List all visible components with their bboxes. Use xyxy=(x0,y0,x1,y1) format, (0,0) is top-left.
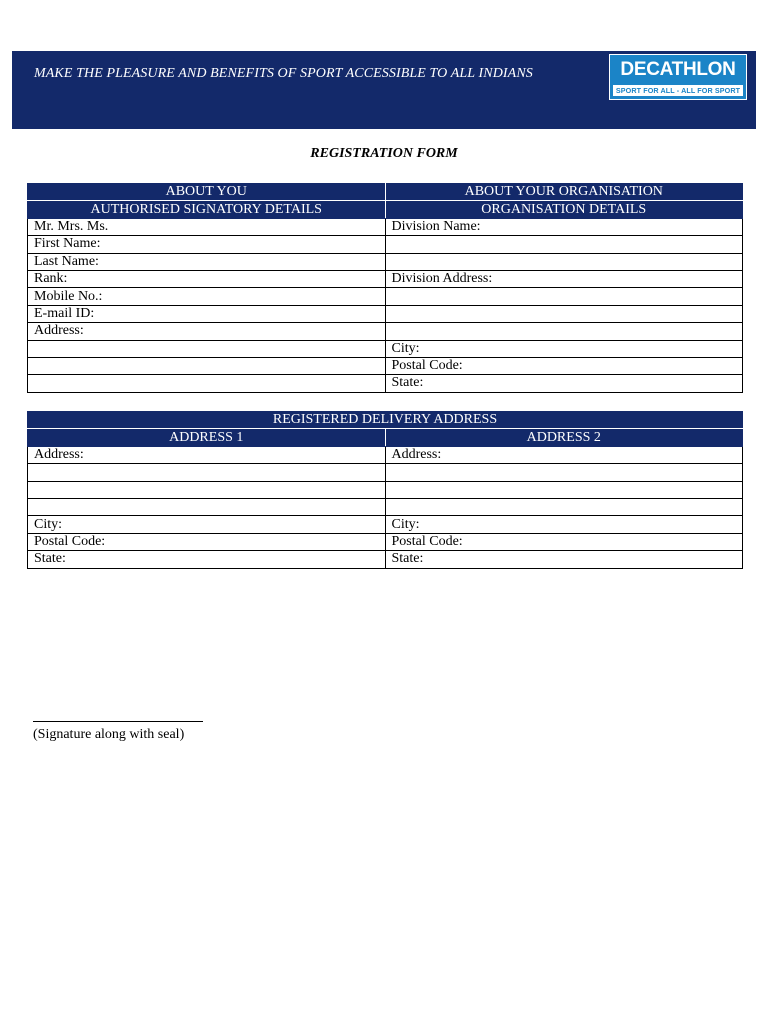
address-2-header: ADDRESS 2 xyxy=(385,429,743,446)
organisation-details-header: ORGANISATION DETAILS xyxy=(385,201,743,218)
signatory-field[interactable] xyxy=(28,375,386,392)
address-1-field[interactable]: City: xyxy=(28,516,386,533)
address-2-field[interactable] xyxy=(385,498,743,515)
table-row xyxy=(28,288,743,305)
address-2-field[interactable]: Postal Code: xyxy=(385,533,743,550)
address-1-header: ADDRESS 1 xyxy=(28,429,386,446)
address-1-field[interactable]: State: xyxy=(28,551,386,568)
address-2-field[interactable]: State: xyxy=(385,551,743,568)
table-row xyxy=(28,481,743,498)
address-1-field[interactable]: Address: xyxy=(28,446,386,463)
table-row xyxy=(28,253,743,270)
organisation-field[interactable]: Division Name: xyxy=(385,218,743,235)
signatory-field[interactable] xyxy=(28,340,386,357)
organisation-field[interactable] xyxy=(385,323,743,340)
table-row xyxy=(28,305,743,322)
about-organisation-header: ABOUT YOUR ORGANISATION xyxy=(385,184,743,201)
table-row xyxy=(28,323,743,340)
table-row xyxy=(28,218,743,235)
organisation-field[interactable] xyxy=(385,253,743,270)
table-row xyxy=(28,270,743,287)
organisation-field[interactable]: Postal Code: xyxy=(385,357,743,374)
logo-slogan: SPORT FOR ALL - ALL FOR SPORT xyxy=(613,85,743,96)
signatory-organisation-table xyxy=(27,183,743,393)
organisation-field[interactable]: Division Address: xyxy=(385,270,743,287)
delivery-address-table xyxy=(27,411,743,569)
table-row xyxy=(28,375,743,392)
logo-wordmark: DECATHLON xyxy=(620,59,736,80)
header-banner xyxy=(12,51,756,129)
signatory-details-header: AUTHORISED SIGNATORY DETAILS xyxy=(28,201,386,218)
table-row xyxy=(28,516,743,533)
signatory-field[interactable]: E-mail ID: xyxy=(28,305,386,322)
table-row xyxy=(28,551,743,568)
address-2-field[interactable]: City: xyxy=(385,516,743,533)
address-1-field[interactable] xyxy=(28,464,386,481)
organisation-field[interactable] xyxy=(385,305,743,322)
table-row xyxy=(28,464,743,481)
address-1-field[interactable]: Postal Code: xyxy=(28,533,386,550)
decathlon-logo xyxy=(609,54,747,100)
signatory-field[interactable]: Last Name: xyxy=(28,253,386,270)
about-you-header: ABOUT YOU xyxy=(28,184,386,201)
address-2-field[interactable] xyxy=(385,481,743,498)
table-row xyxy=(28,446,743,463)
table-row xyxy=(28,340,743,357)
organisation-field[interactable] xyxy=(385,236,743,253)
tagline: MAKE THE PLEASURE AND BENEFITS OF SPORT ACCESSIBLE TO ALL INDIANS xyxy=(34,66,533,81)
signatory-field[interactable]: Address: xyxy=(28,323,386,340)
signatory-field[interactable]: First Name: xyxy=(28,236,386,253)
address-1-field[interactable] xyxy=(28,481,386,498)
table-row xyxy=(28,357,743,374)
signatory-field[interactable]: Mr. Mrs. Ms. xyxy=(28,218,386,235)
organisation-field[interactable]: City: xyxy=(385,340,743,357)
address-2-field[interactable] xyxy=(385,464,743,481)
organisation-field[interactable]: State: xyxy=(385,375,743,392)
table-row xyxy=(28,533,743,550)
signature-line[interactable] xyxy=(33,721,203,722)
signatory-field[interactable]: Mobile No.: xyxy=(28,288,386,305)
delivery-address-header: REGISTERED DELIVERY ADDRESS xyxy=(28,412,743,429)
signatory-field[interactable] xyxy=(28,357,386,374)
table-row xyxy=(28,236,743,253)
organisation-field[interactable] xyxy=(385,288,743,305)
signature-caption: (Signature along with seal) xyxy=(33,727,185,742)
address-2-field[interactable]: Address: xyxy=(385,446,743,463)
table-row xyxy=(28,498,743,515)
address-1-field[interactable] xyxy=(28,498,386,515)
form-title: REGISTRATION FORM xyxy=(310,146,458,161)
signatory-field[interactable]: Rank: xyxy=(28,270,386,287)
